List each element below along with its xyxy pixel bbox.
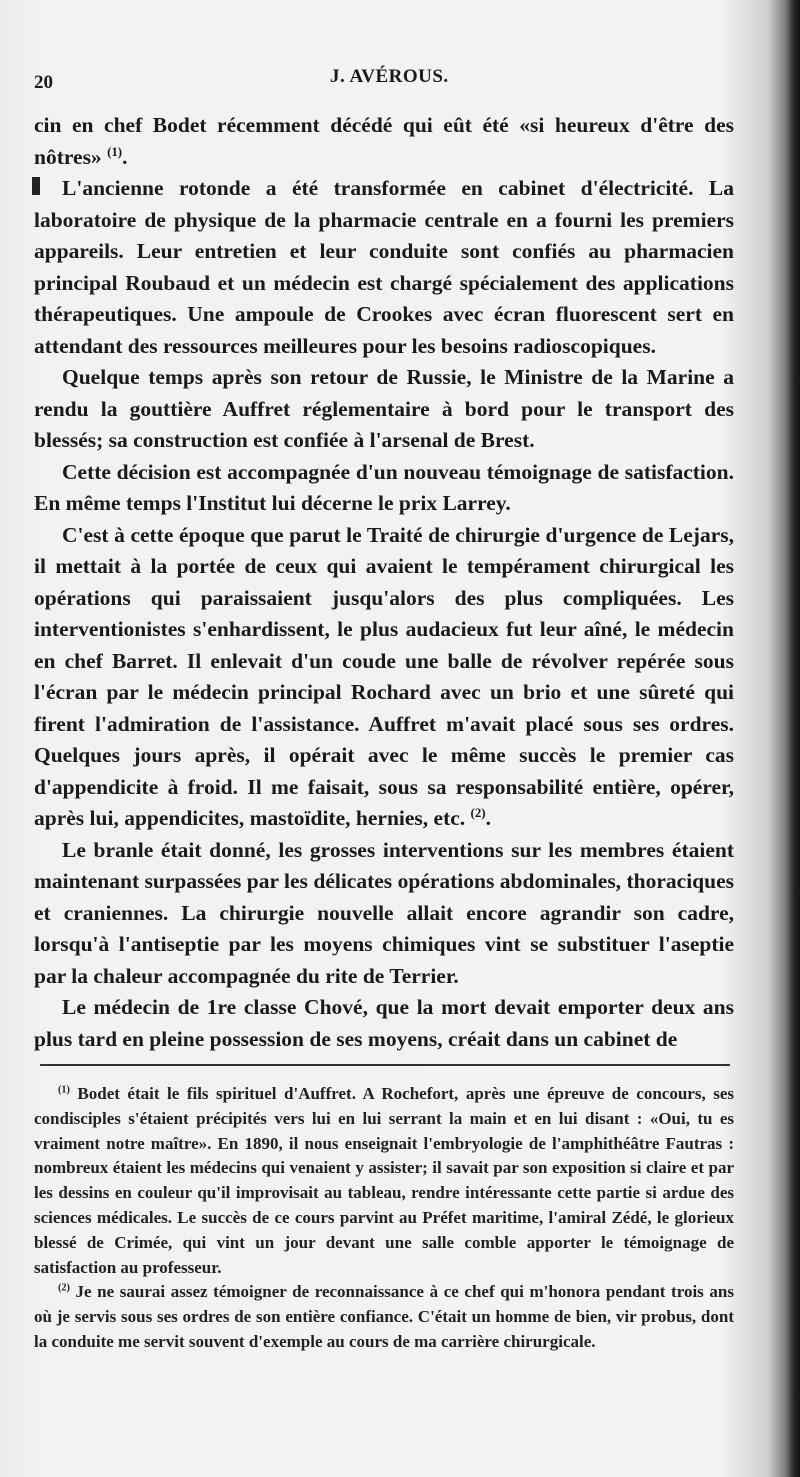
- paragraph-text: C'est à cette époque que parut le Traité de chirurgie d'urgence de Lejars, il mettait à la portée de ceux qui avaient le tempérament chirurgical les opérations qui paraissaient jusqu'alors des plus compliquées. Les interventionistes s'enhardissent, le plus audacieux fut leur aîné, le médecin en chef Barret. Il enlevait d'un coude une balle de révolver repérée sous l'écran par le médecin principal Rochard avec un brio et une sûreté qui firent l'admiration de l'assistance. Auffret m'avait placé sous ses ordres. Quelques jours après, il opérait avec le même succès le premier cas d'appendicite à froid. Il me faisait, sous sa responsabilité entière, opérer, après lui, appendicites, mastoïdite, hernies, etc.: [34, 522, 734, 830]
- paragraph-text-end: .: [485, 806, 491, 830]
- paragraph-text: cin en chef Bodet récemment décédé qui eût été «si heureux d'être des nôtres»: [34, 113, 734, 169]
- paragraph: Cette décision est accompagnée d'un nouveau témoignage de satisfaction. En même temps l'Institut lui décerne le prix Larrey.: [34, 459, 734, 515]
- footnote-marker: (1): [58, 1084, 70, 1096]
- footnote: [34, 1082, 734, 1280]
- paragraph: Le branle était donné, les grosses interventions sur les membres étaient maintenant surpassées par les délicates opérations abdominales, thoraciques et craniennes. La chirurgie nouvelle allait encore agrandir son cadre, lorsqu'à l'antiseptie par les moyens chimiques vint se substituer l'aseptie par la chaleur accompagnée du rite de Terrier.: [34, 837, 734, 988]
- footnote-text: Je ne saurai assez témoigner de reconnaissance à ce chef qui m'honora pendant trois ans où je servis sous ses ordres de son entière confiance. C'était un homme de bien, vir probus, dont la conduite me servit souvent d'exemple au cours de ma carrière chirurgicale.: [34, 1282, 734, 1351]
- footnotes: [34, 1082, 734, 1355]
- paragraph: Le médecin de 1re classe Chové, que la mort devait emporter deux ans plus tard en pleine possession de ses moyens, créait dans un cabinet de: [34, 995, 734, 1051]
- paragraph: Quelque temps après son retour de Russie, le Ministre de la Marine a rendu la gouttière Auffret réglementaire à bord pour le transport des blessés; sa construction est confiée à l'arsenal de Brest.: [34, 365, 734, 452]
- main-text: [34, 110, 734, 1055]
- footnote-text: Bodet était le fils spirituel d'Auffret. A Rochefort, après une épreuve de concours, ses condisciples s'étaient précipités vers lui en lui serrant la main et en lui disant : «Oui, tu es vraiment notre maître». En 1890, il nous enseignait l'embryologie de l'amphithéâtre Fautras : nombreux étaient les médecins qui venaient y assister; il savait par son exposition si claire et par les dessins en couleur qu'il improvisait au tableau, rendre intéressante cette partie si ardue des sciences médicales. Le succès de ce cours parvint au Préfet maritime, l'amiral Zédé, le glorieux blessé de Crimée, qui vint un jour devant une salle comble apporter le témoignage de satisfaction au professeur.: [34, 1084, 734, 1277]
- footnote-marker: (2): [58, 1282, 70, 1294]
- book-spine-shadow: [786, 0, 800, 1477]
- paragraph: [34, 110, 734, 173]
- page-header: [34, 66, 734, 96]
- footnote-separator: [40, 1064, 730, 1066]
- running-title: J. AVÉROUS.: [330, 66, 449, 87]
- footnote-ref: (1): [107, 144, 123, 159]
- footnote-ref: (2): [470, 805, 486, 820]
- paragraph-text-end: .: [122, 144, 128, 169]
- page-number: 20: [34, 72, 53, 93]
- footnote: [34, 1280, 734, 1354]
- paragraph: L'ancienne rotonde a été transformée en cabinet d'électricité. La laboratoire de physique de la pharmacie centrale en a fourni les premiers appareils. Leur entretien et leur conduite sont confiés au pharmacien principal Roubaud et un médecin est chargé spécialement des applications thérapeutiques. Une ampoule de Crookes avec écran fluorescent sert en attendant des ressources meilleures pour les besoins radioscopiques.: [34, 176, 734, 358]
- paragraph: [34, 520, 734, 835]
